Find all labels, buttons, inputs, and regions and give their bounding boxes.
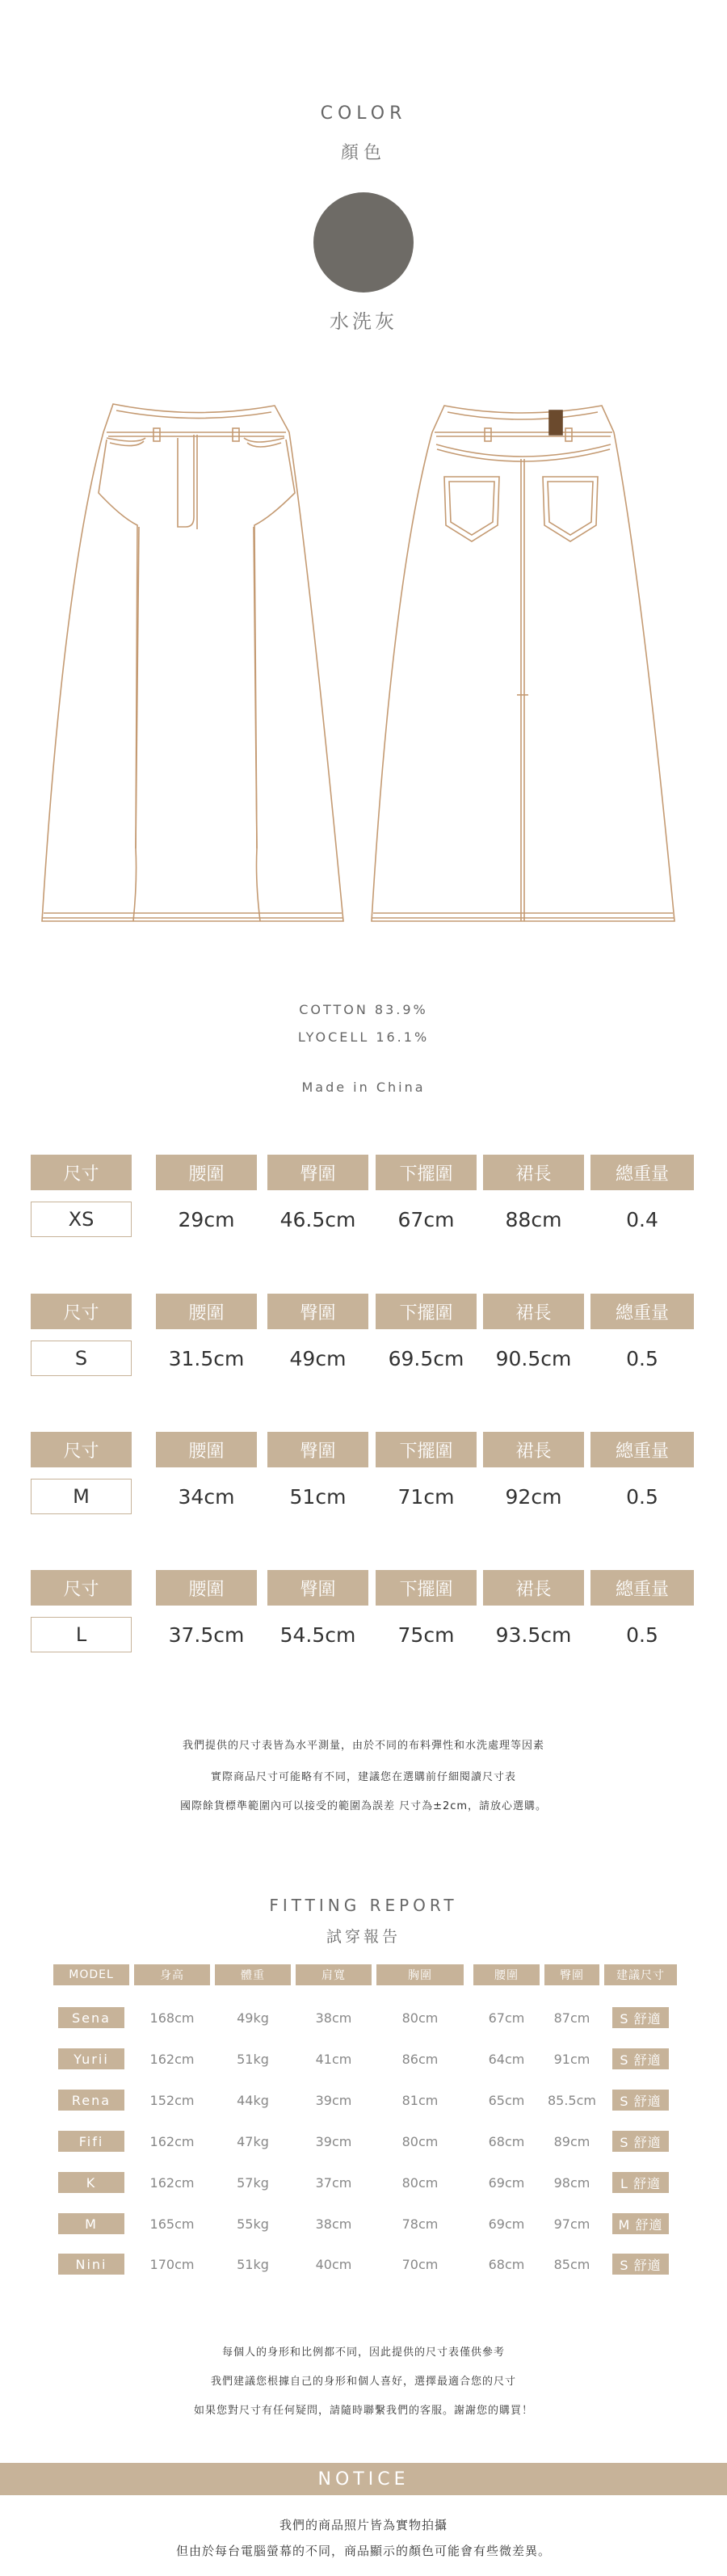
size-header-1: 腰圍	[156, 1432, 257, 1467]
fitting-cell: 69cm	[488, 2174, 525, 2191]
fitting-cell: 51kg	[237, 2256, 269, 2272]
fitting-recommended-size: S 舒適	[612, 2048, 669, 2069]
fit-note-1: 每個人的身形和比例都不同，因此提供的尺寸表僅供參考	[221, 2347, 505, 2359]
fitting-cell: 98cm	[553, 2174, 590, 2191]
size-header-2: 臀圍	[267, 1432, 368, 1467]
size-label[interactable]: L	[31, 1617, 132, 1652]
size-header-4: 裙長	[483, 1155, 584, 1190]
size-header-5: 總重量	[590, 1432, 694, 1467]
size-header-4: 裙長	[483, 1432, 584, 1467]
fitting-cell: 40cm	[315, 2256, 352, 2272]
size-value: 0.4	[626, 1207, 658, 1231]
size-note-2: 實際商品尺寸可能略有不同，建議您在選購前仔細閱讀尺寸表	[210, 1771, 516, 1783]
size-value: 67cm	[397, 1207, 455, 1231]
fitting-cell: 87cm	[553, 2010, 590, 2026]
fitting-report-title: FITTING REPORT	[269, 1896, 458, 1915]
fitting-cell: 55kg	[237, 2216, 269, 2232]
fitting-recommended-size: S 舒適	[612, 2254, 669, 2275]
size-label[interactable]: XS	[31, 1202, 132, 1237]
size-table-s	[31, 1294, 693, 1407]
fitting-recommended-size: S 舒適	[612, 2131, 669, 2152]
fitting-recommended-size: M 舒適	[612, 2213, 669, 2234]
fit-note-3: 如果您對尺寸有任何疑問，請隨時聯繫我們的客服。謝謝您的購買！	[193, 2405, 533, 2417]
color-title: COLOR	[320, 103, 407, 124]
size-header-5: 總重量	[590, 1570, 694, 1606]
skirt-technical-drawings	[32, 396, 695, 929]
notice-line-2: 但由於每台電腦螢幕的不同，商品顯示的顏色可能會有些微差異。	[175, 2544, 551, 2558]
size-header-3: 下擺圍	[376, 1432, 477, 1467]
size-value: 51cm	[289, 1484, 347, 1509]
fit-note-2: 我們建議您根據自己的身形和個人喜好，選擇最適合您的尺寸	[210, 2376, 516, 2388]
fitting-cell: 47kg	[237, 2133, 269, 2149]
fitting-recommended-size: S 舒適	[612, 2090, 669, 2111]
fitting-cell: 68cm	[488, 2133, 525, 2149]
size-value: 31.5cm	[168, 1346, 245, 1370]
size-value: 29cm	[178, 1207, 235, 1231]
fabric-line-1: COTTON 83.9%	[299, 1002, 428, 1017]
size-table-xs	[31, 1155, 693, 1268]
fitting-cell: 49kg	[237, 2010, 269, 2026]
size-value: 71cm	[397, 1484, 455, 1509]
fitting-cell: 97cm	[553, 2216, 590, 2232]
fitting-cell: 162cm	[149, 2051, 195, 2067]
notice-line-1: 我們的商品照片皆為實物拍攝	[279, 2518, 448, 2532]
fitting-cell: 78cm	[401, 2216, 439, 2232]
fitting-cell: 38cm	[315, 2216, 352, 2232]
fitting-recommended-size: L 舒適	[612, 2172, 669, 2193]
fitting-model-name: Sena	[58, 2007, 124, 2028]
fitting-cell: 67cm	[488, 2010, 525, 2026]
size-header-3: 下擺圍	[376, 1294, 477, 1329]
size-header-1: 腰圍	[156, 1294, 257, 1329]
size-header-4: 裙長	[483, 1570, 584, 1606]
fitting-cell: 51kg	[237, 2051, 269, 2067]
size-note-1: 我們提供的尺寸表皆為水平測量，由於不同的布料彈性和水洗處理等因素	[182, 1740, 544, 1752]
fitting-cell: 89cm	[553, 2133, 590, 2149]
fitting-cell: 39cm	[315, 2092, 352, 2108]
size-header-5: 總重量	[590, 1155, 694, 1190]
size-header-0: 尺寸	[31, 1155, 132, 1190]
size-header-5: 總重量	[590, 1294, 694, 1329]
size-header-1: 腰圍	[156, 1155, 257, 1190]
fitting-cell: 65cm	[488, 2092, 525, 2108]
size-value: 34cm	[178, 1484, 235, 1509]
skirt-back-drawing	[372, 406, 674, 921]
fitting-header-3: 肩寬	[296, 1964, 372, 1985]
fitting-cell: 44kg	[237, 2092, 269, 2108]
fitting-cell: 170cm	[149, 2256, 195, 2272]
fitting-cell: 165cm	[149, 2216, 195, 2232]
fitting-cell: 162cm	[149, 2133, 195, 2149]
size-value: 93.5cm	[495, 1623, 572, 1647]
fitting-report-subtitle: 試穿報告	[326, 1928, 401, 1946]
size-value: 54.5cm	[279, 1623, 356, 1647]
size-table-l	[31, 1570, 693, 1683]
fitting-cell: 85.5cm	[547, 2092, 596, 2108]
fitting-cell: 70cm	[401, 2256, 439, 2272]
fitting-model-name: Yurii	[58, 2048, 124, 2069]
size-header-0: 尺寸	[31, 1432, 132, 1467]
size-value: 90.5cm	[495, 1346, 572, 1370]
size-value: 0.5	[626, 1484, 658, 1509]
size-table-m	[31, 1432, 693, 1545]
size-value: 88cm	[505, 1207, 562, 1231]
fitting-header-1: 身高	[134, 1964, 210, 1985]
fitting-model-name: Nini	[58, 2254, 124, 2275]
size-header-0: 尺寸	[31, 1570, 132, 1606]
size-value: 75cm	[397, 1623, 455, 1647]
fitting-cell: 41cm	[315, 2051, 352, 2067]
size-header-3: 下擺圍	[376, 1155, 477, 1190]
size-header-0: 尺寸	[31, 1294, 132, 1329]
size-value: 92cm	[505, 1484, 562, 1509]
fitting-header-0: MODEL	[53, 1964, 129, 1985]
fitting-cell: 168cm	[149, 2010, 195, 2026]
fitting-model-name: K	[58, 2172, 124, 2193]
fitting-cell: 162cm	[149, 2174, 195, 2191]
fitting-header-7: 建議尺寸	[604, 1964, 677, 1985]
size-value: 46.5cm	[279, 1207, 356, 1231]
fitting-header-6: 臀圍	[544, 1964, 599, 1985]
fitting-model-name: Fifi	[58, 2131, 124, 2152]
fitting-cell: 86cm	[401, 2051, 439, 2067]
size-header-3: 下擺圍	[376, 1570, 477, 1606]
fitting-cell: 85cm	[553, 2256, 590, 2272]
fitting-cell: 68cm	[488, 2256, 525, 2272]
size-value: 37.5cm	[168, 1623, 245, 1647]
made-in: Made in China	[301, 1080, 426, 1095]
fabric-line-2: LYOCELL 16.1%	[297, 1029, 430, 1045]
fitting-header-4: 胸圍	[376, 1964, 464, 1985]
size-header-2: 臀圍	[267, 1570, 368, 1606]
size-header-1: 腰圍	[156, 1570, 257, 1606]
notice-bar: NOTICE	[0, 2463, 727, 2495]
fitting-cell: 81cm	[401, 2092, 439, 2108]
fitting-recommended-size: S 舒適	[612, 2007, 669, 2028]
fitting-cell: 64cm	[488, 2051, 525, 2067]
size-value: 0.5	[626, 1346, 658, 1370]
size-header-2: 臀圍	[267, 1294, 368, 1329]
color-subtitle: 顏色	[340, 143, 386, 163]
fitting-model-name: M	[58, 2213, 124, 2234]
size-label[interactable]: M	[31, 1479, 132, 1514]
fitting-header-5: 腰圍	[473, 1964, 540, 1985]
fitting-cell: 80cm	[401, 2174, 439, 2191]
size-value: 0.5	[626, 1623, 658, 1647]
size-label[interactable]: S	[31, 1341, 132, 1376]
fitting-cell: 152cm	[149, 2092, 195, 2108]
color-swatch[interactable]	[313, 192, 414, 293]
fitting-model-name: Rena	[58, 2090, 124, 2111]
skirt-front-drawing	[42, 404, 343, 921]
fitting-cell: 37cm	[315, 2174, 352, 2191]
fitting-cell: 80cm	[401, 2133, 439, 2149]
fitting-cell: 69cm	[488, 2216, 525, 2232]
size-header-4: 裙長	[483, 1294, 584, 1329]
color-swatch-name: 水洗灰	[330, 310, 397, 333]
size-header-2: 臀圍	[267, 1155, 368, 1190]
fitting-header-2: 體重	[215, 1964, 291, 1985]
fitting-cell: 57kg	[237, 2174, 269, 2191]
fitting-cell: 91cm	[553, 2051, 590, 2067]
size-note-3: 國際餘貨標準範圍內可以接受的範圍為誤差 尺寸為±2cm，請放心選購。	[179, 1800, 548, 1812]
size-value: 69.5cm	[388, 1346, 464, 1370]
size-value: 49cm	[289, 1346, 347, 1370]
fitting-cell: 80cm	[401, 2010, 439, 2026]
fitting-cell: 38cm	[315, 2010, 352, 2026]
fitting-cell: 39cm	[315, 2133, 352, 2149]
